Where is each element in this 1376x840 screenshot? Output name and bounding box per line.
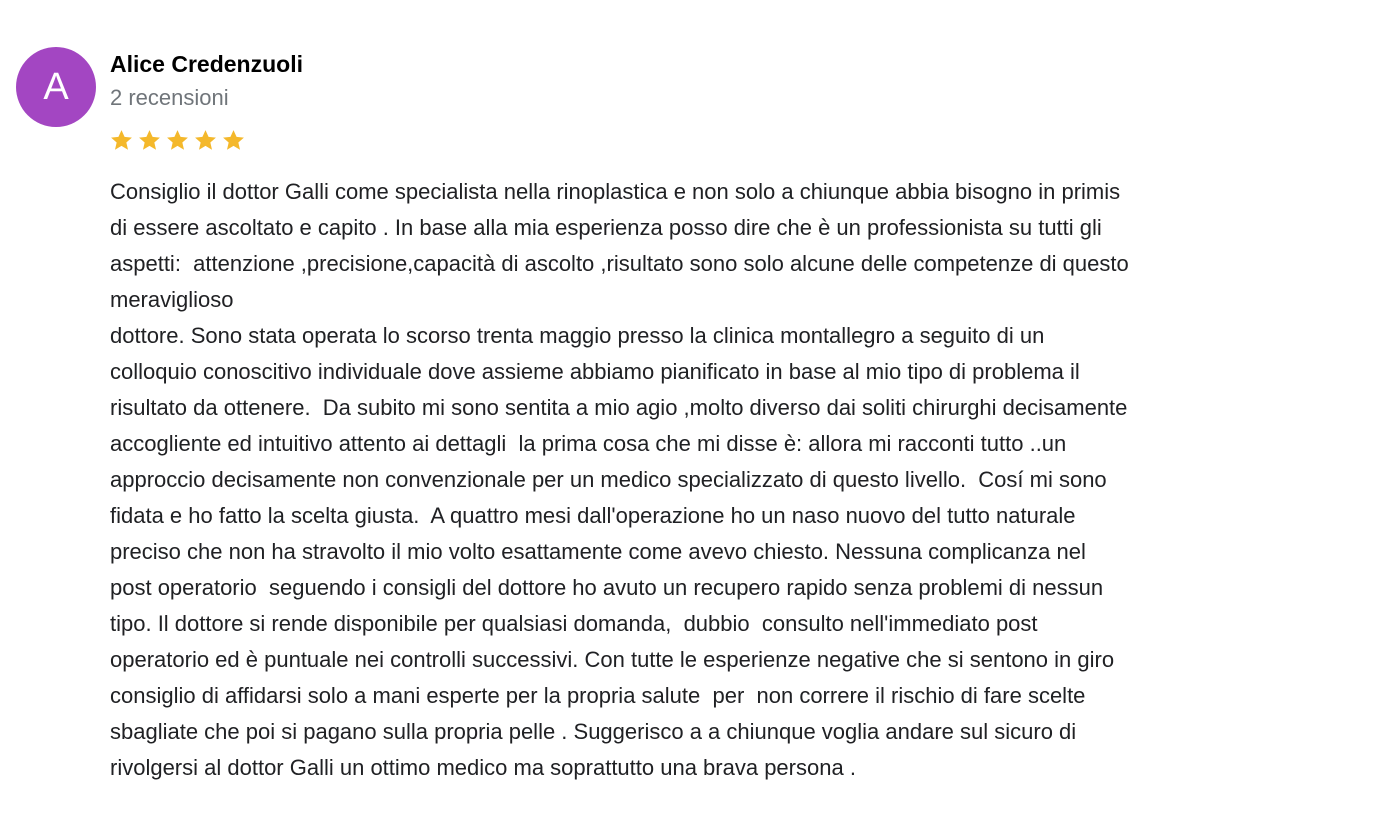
review-text-line: preciso che non ha stravolto il mio volto esattamente come avevo chiesto. Nessuna complicanza nel [110, 539, 1086, 564]
star-icon [221, 128, 246, 153]
review-text-line: colloquio conoscitivo individuale dove assieme abbiamo pianificato in base al mio tipo di problema il [110, 359, 1080, 384]
review-text-line: approccio decisamente non convenzionale per un medico specializzato di questo livello. Cosí mi sono [110, 467, 1107, 492]
review-text-line: aspetti: attenzione ,precisione,capacità di ascolto ,risultato sono solo alcune delle competenze di questo [110, 251, 1129, 276]
star-icon [109, 128, 134, 153]
review-text-line: post operatorio seguendo i consigli del dottore ho avuto un recupero rapido senza problemi di nessun [110, 575, 1104, 600]
star-icon [193, 128, 218, 153]
review-text-line: fidata e ho fatto la scelta giusta. A quattro mesi dall'operazione ho un naso nuovo del tutto naturale [110, 503, 1076, 528]
review-text-line: operatorio ed è puntuale nei controlli successivi. Con tutte le esperienze negative che si sentono in giro [110, 647, 1115, 672]
review-text-line: risultato da ottenere. Da subito mi sono sentita a mio agio ,molto diverso dai soliti chirurghi decisamente [110, 395, 1128, 420]
review-text-line: di essere ascoltato e capito . In base alla mia esperienza posso dire che è un professionista su tutti gli [110, 215, 1102, 240]
avatar[interactable] [16, 47, 96, 127]
review-text-line: sbagliate che poi si pagano sulla propria pelle . Suggerisco a a chiunque voglia andare sul sicuro di [110, 719, 1077, 744]
review-text-line: tipo. Il dottore si rende disponibile per qualsiasi domanda, dubbio consulto nell'immediato post [110, 611, 1038, 636]
review-text-line: rivolgersi al dottor Galli un ottimo medico ma soprattutto una brava persona . [110, 755, 856, 780]
author-name[interactable]: Alice Credenzuoli [110, 51, 303, 77]
review-text-line: dottore. Sono stata operata lo scorso trenta maggio presso la clinica montallegro a seguito di un [110, 323, 1045, 348]
reviews-count[interactable]: 2 recensioni [110, 85, 229, 110]
star-icon [165, 128, 190, 153]
review-text-line: consiglio di affidarsi solo a mani esperte per la propria salute per non correre il rischio di fare scelte [110, 683, 1086, 708]
review-text-line: accogliente ed intuitivo attento ai dettagli la prima cosa che mi disse è: allora mi racconti tutto ..un [110, 431, 1067, 456]
star-icon [137, 128, 162, 153]
avatar-letter: A [43, 66, 69, 108]
review-text-line: Consiglio il dottor Galli come specialista nella rinoplastica e non solo a chiunque abbia bisogno in primis [110, 179, 1121, 204]
review-text-line: meraviglioso [110, 287, 234, 312]
review-text [110, 174, 1350, 786]
star-rating [109, 128, 246, 153]
